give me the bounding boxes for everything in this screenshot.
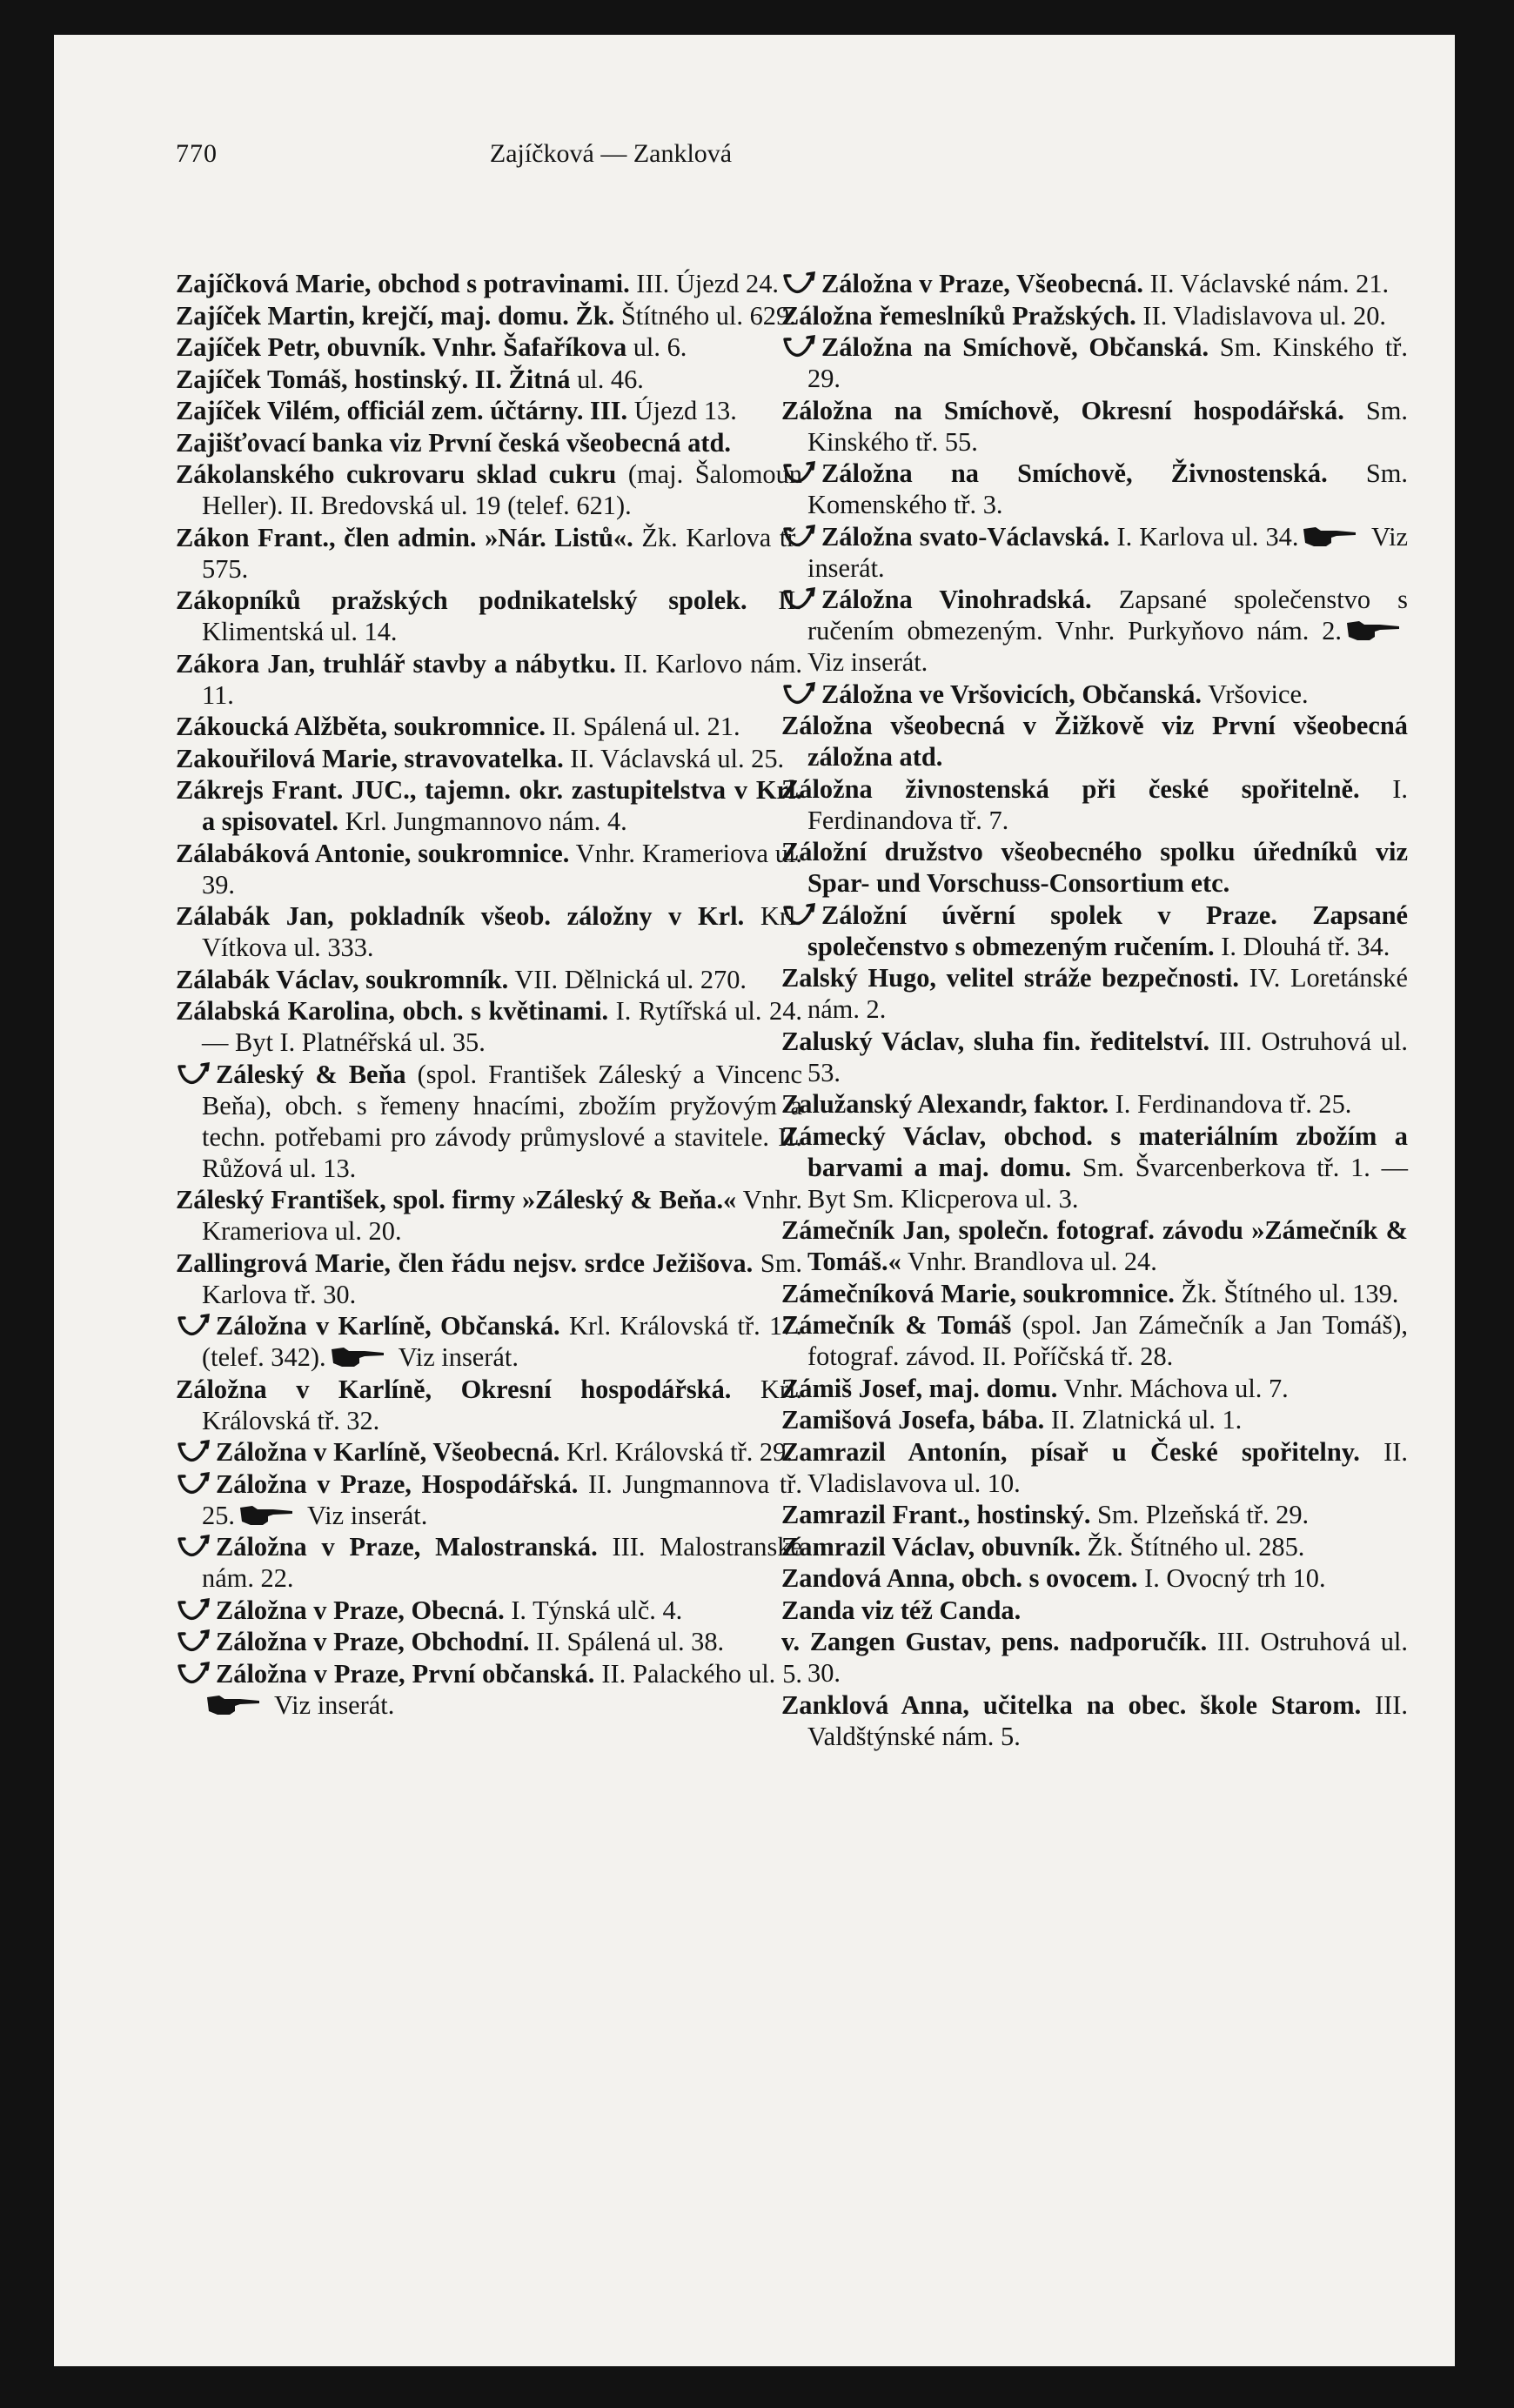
entry-name: Záložna v Praze, Obchodní. <box>216 1627 530 1656</box>
left-column <box>176 268 802 1721</box>
directory-entry <box>176 458 802 521</box>
right-column <box>781 268 1408 1752</box>
entry-name: Zákrejs Frant. JUC., tajemn. okr. zastupitelstva v Krl. a spisovatel. <box>176 775 802 836</box>
entry-name: Záložna ve Vršovicích, Občanská. <box>821 679 1202 709</box>
entry-name: Záložna v Praze, Hospodářská. <box>216 1468 579 1499</box>
telephone-mark-icon <box>176 1534 211 1558</box>
directory-entry <box>176 300 802 331</box>
entry-details: II. Karlovo nám. 11. <box>202 648 803 710</box>
entry-name: Záložna Vinohradská. <box>821 585 1092 614</box>
entry-name: Zallingrová Marie, člen řádu nejsv. srdce Ježišova. <box>176 1247 754 1278</box>
entry-details: II. Vladislavova ul. 10. <box>807 1436 1409 1498</box>
entry-name: Záložna v Karlíně, Okresní hospodářská. <box>176 1374 732 1404</box>
entry-details: Krl. Jungmannovo nám. 4. <box>338 806 627 836</box>
entry-name: Zalužanský Alexandr, faktor. <box>781 1089 1109 1119</box>
entry-reference: Viz inserát. <box>807 647 928 677</box>
entry-name: Zamrazil Václav, obuvník. <box>781 1531 1081 1562</box>
entry-name: Zajíčková Marie, obchod s potravinami. <box>176 269 630 298</box>
directory-entry <box>176 1436 802 1468</box>
entry-details: Újezd 13. <box>627 396 737 425</box>
entry-details: II. Václavské nám. 21. <box>1143 269 1390 298</box>
telephone-mark-icon <box>176 1597 211 1622</box>
entry-name: Záložna všeobecná v Žižkově viz První všeobecná záložna atd. <box>781 711 1408 772</box>
directory-entry <box>781 1026 1408 1088</box>
entry-details: Sm. Komenského tř. 3. <box>807 458 1408 519</box>
running-title: Zajíčková — Zanklová <box>489 139 733 168</box>
entry-name: Zámiš Josef, maj. domu. <box>781 1373 1058 1403</box>
entry-details: Vnhr. Krameriova ul. 20. <box>202 1185 802 1246</box>
directory-entry <box>176 743 802 774</box>
entry-name: Zamrazil Frant., hostinský. <box>781 1500 1091 1529</box>
directory-entry <box>781 1562 1408 1594</box>
directory-entry <box>176 648 802 711</box>
entry-name: Záložna v Praze, Obecná. <box>216 1595 505 1625</box>
entry-details: Štítného ul. 629. <box>614 300 796 331</box>
entry-details: II. Palackého ul. 5. <box>594 1658 802 1689</box>
entry-details: I. Týnská ulč. 4. <box>504 1595 683 1625</box>
entry-details: III. Valdštýnské nám. 5. <box>807 1689 1408 1751</box>
directory-entry <box>176 1374 802 1436</box>
entry-name: Zamišová Josefa, bába. <box>781 1405 1045 1435</box>
entry-reference: Viz inserát. <box>807 521 1408 583</box>
entry-name: Záložna svato-Václavská. <box>821 521 1110 552</box>
entry-name: Zanda viz též Canda. <box>781 1595 1022 1625</box>
telephone-mark-icon <box>781 460 816 485</box>
directory-entry <box>176 838 802 900</box>
entry-name: Zálabská Karolina, obch. s květinami. <box>176 996 609 1026</box>
entry-details: I. Dlouhá tř. 34. <box>1214 931 1390 961</box>
telephone-mark-icon <box>176 1313 211 1337</box>
entry-details: II. Václavská ul. 25. <box>563 743 785 773</box>
entry-details: I. Ovocný trh 10. <box>1137 1563 1326 1593</box>
entry-details: (maj. Šalomoun Heller). II. Bredovská ul. 19 (telef. 621). <box>202 459 803 520</box>
directory-entry <box>176 522 802 585</box>
directory-entry <box>781 1088 1408 1120</box>
entry-name: Zajíček Petr, obuvník. Vnhr. Šafaříkova <box>176 332 627 362</box>
entry-name: Záložna v Praze, Všeobecná. <box>821 269 1143 298</box>
entry-name: Zámečník & Tomáš <box>781 1310 1012 1340</box>
telephone-mark-icon <box>781 902 816 926</box>
entry-details: III. Ostruhová ul. 53. <box>807 1026 1408 1087</box>
directory-entry <box>176 1595 802 1626</box>
directory-entry <box>781 1595 1408 1626</box>
entry-details: (spol. František Záleský a Vincenc Beňa), obch. s řemeny hnacími, zbožím pryžovým a techn. potřebami pro závody průmyslové a stavitele. II. Růžová ul. 13. <box>202 1059 802 1183</box>
entry-name: Zálabák Jan, pokladník všeob. záložny v Krl. <box>176 901 745 931</box>
directory-entry <box>176 1531 802 1594</box>
directory-entry <box>781 1436 1408 1499</box>
entry-details: ul. 6. <box>626 332 687 362</box>
entry-name: Zandová Anna, obch. s ovocem. <box>781 1563 1138 1593</box>
entry-name: Záložna v Karlíně, Všeobecná. <box>216 1437 560 1467</box>
pointing-hand-icon <box>1302 525 1357 548</box>
telephone-mark-icon <box>781 681 816 706</box>
entry-details: I. Ferdinandova tř. 25. <box>1109 1089 1352 1119</box>
entry-name: Zaluský Václav, sluha fin. ředitelství. <box>781 1026 1210 1056</box>
directory-entry <box>176 427 802 458</box>
telephone-mark-icon <box>176 1439 211 1463</box>
directory-entry <box>781 900 1408 962</box>
telephone-mark-icon <box>176 1471 211 1495</box>
entry-details: Vnhr. Krameriova ul. 39. <box>202 838 802 900</box>
entry-details: Žk. Štítného ul. 285. <box>1080 1531 1305 1562</box>
directory-entry <box>781 1309 1408 1372</box>
entry-details: Zapsané společenstvo s ručením obmezeným. Vnhr. Purkyňovo nám. 2. <box>807 585 1408 645</box>
entry-reference: Viz inserát. <box>268 1689 395 1720</box>
entry-name: Zákopníků pražských podnikatelský spolek. <box>176 585 747 615</box>
directory-entry <box>781 1214 1408 1277</box>
directory-entry <box>781 331 1408 394</box>
telephone-mark-icon <box>176 1661 211 1685</box>
entry-name: Zámecký Václav, obchod. s materiálním zbožím a barvami a maj. domu. <box>781 1120 1408 1182</box>
directory-entry <box>176 1184 802 1247</box>
telephone-mark-icon <box>176 1629 211 1653</box>
entry-details: Vnhr. Brandlova ul. 24. <box>901 1247 1157 1276</box>
entry-details: I. Karlova ul. 34. <box>1109 521 1299 552</box>
entry-details: I. Ferdinandova tř. 7. <box>807 773 1408 835</box>
directory-entry <box>781 1689 1408 1752</box>
directory-entry <box>781 300 1408 331</box>
directory-entry <box>176 995 802 1058</box>
directory-entry <box>176 964 802 995</box>
entry-name: Záložna na Smíchově, Okresní hospodářská. <box>781 395 1344 425</box>
entry-details: ul. 46. <box>570 364 644 394</box>
directory-entry <box>176 1626 802 1657</box>
directory-entry <box>781 584 1408 678</box>
entry-name: Zajíček Vilém, officiál zem. účtárny. III. <box>176 396 628 425</box>
directory-entry <box>176 331 802 363</box>
directory-entry <box>176 1059 802 1184</box>
entry-details: II. Spálená ul. 38. <box>529 1627 725 1656</box>
directory-entry <box>176 1468 802 1531</box>
entry-details: Vnhr. Máchova ul. 7. <box>1057 1373 1289 1403</box>
entry-details: Sm. Kinského tř. 55. <box>807 395 1408 457</box>
directory-entry <box>781 1404 1408 1435</box>
entry-details: Sm. Plzeňská tř. 29. <box>1090 1500 1310 1529</box>
directory-entry <box>781 268 1408 299</box>
directory-entry <box>781 679 1408 710</box>
directory-entry <box>781 1499 1408 1530</box>
entry-name: Zákoucká Alžběta, soukromnice. <box>176 712 546 741</box>
telephone-mark-icon <box>781 524 816 548</box>
directory-entry <box>176 900 802 963</box>
entry-name: Záložní družstvo všeobecného spolku úředníků viz Spar- und Vorschuss-Consortium etc. <box>781 837 1408 898</box>
entry-name: Zalský Hugo, velitel stráže bezpečnosti. <box>781 963 1239 993</box>
entry-name: Zajíček Martin, krejčí, maj. domu. Žk. <box>176 300 615 331</box>
entry-name: Zakouřilová Marie, stravovatelka. <box>176 743 564 773</box>
entry-details: VII. Dělnická ul. 270. <box>508 964 747 994</box>
entry-name: Zámečník Jan, společn. fotograf. závodu »Zámečník & Tomáš.« <box>781 1215 1408 1276</box>
entry-details: I. Rytířská ul. 24. — Byt I. Platnéřská ul. 35. <box>202 996 802 1057</box>
entry-name: Zajíček Tomáš, hostinský. II. Žitná <box>176 364 571 394</box>
entry-details: II. Jungmannova tř. 25. <box>202 1468 803 1530</box>
pointing-hand-icon <box>330 1346 385 1368</box>
entry-details: Žk. Štítného ul. 139. <box>1174 1278 1399 1308</box>
entry-name: Záložní úvěrní spolek v Praze. Zapsané společenstvo s obmezeným ručením. <box>807 900 1408 961</box>
entry-details: Krl. Královská tř. 29. <box>559 1437 793 1467</box>
entry-details: Sm. Švarcenberkova tř. 1. — Byt Sm. Klicperova ul. 3. <box>807 1152 1408 1214</box>
entry-reference: Viz inserát. <box>392 1342 519 1372</box>
entry-name: Zákolanského cukrovaru sklad cukru <box>176 459 617 489</box>
entry-name: Zákon Frant., člen admin. »Nár. Listů«. <box>176 522 633 552</box>
entry-name: Zanklová Anna, učitelka na obec. škole Starom. <box>781 1689 1362 1720</box>
entry-name: Zámečníková Marie, soukromnice. <box>781 1278 1175 1308</box>
entry-details: Krl. Vítkova ul. 333. <box>202 901 802 962</box>
pointing-hand-icon <box>1345 619 1401 642</box>
entry-reference: Viz inserát. <box>301 1500 428 1530</box>
directory-entry <box>781 1373 1408 1404</box>
entry-details: Krl. Královská tř. 17. (telef. 342). <box>202 1311 802 1372</box>
directory-entry <box>781 710 1408 773</box>
entry-name: v. Zangen Gustav, pens. nadporučík. <box>781 1627 1208 1656</box>
telephone-mark-icon <box>781 586 816 611</box>
directory-entry <box>781 1626 1408 1689</box>
entry-details: II. Spálená ul. 21. <box>545 712 740 741</box>
entry-name: Záložna živnostenská při české spořitelně. <box>781 773 1360 804</box>
directory-entry <box>781 773 1408 836</box>
entry-name: Záložna v Praze, Malostranská. <box>216 1532 598 1562</box>
directory-entry <box>176 268 802 299</box>
page-number: 770 <box>176 139 218 168</box>
directory-entry <box>176 1247 802 1310</box>
entry-details: Žk. Karlova tř. 575. <box>202 522 802 584</box>
directory-entry <box>781 836 1408 899</box>
entry-name: Záložna na Smíchově, Občanská. <box>821 332 1209 362</box>
directory-entry <box>781 521 1408 584</box>
directory-entry <box>176 1310 802 1373</box>
entry-name: Záložna na Smíchově, Živnostenská. <box>821 458 1328 488</box>
pointing-hand-icon <box>238 1504 294 1527</box>
telephone-mark-icon <box>176 1061 211 1086</box>
entry-name: Záložna v Praze, První občanská. <box>216 1658 595 1689</box>
entry-details: III. Malostranské nám. 22. <box>202 1532 803 1593</box>
entry-name: Zálabáková Antonie, soukromnice. <box>176 838 570 868</box>
directory-entry <box>176 585 802 647</box>
entry-details: Krl. Královská tř. 32. <box>202 1374 802 1435</box>
directory-entry <box>176 1658 802 1721</box>
entry-details: III. Ostruhová ul. 30. <box>807 1627 1408 1688</box>
telephone-mark-icon <box>781 334 816 358</box>
directory-entry <box>781 1120 1408 1214</box>
entry-details: Sm. Karlova tř. 30. <box>202 1247 802 1309</box>
entry-details: III. Újezd 24. <box>629 269 780 298</box>
directory-entry <box>781 1531 1408 1562</box>
entry-name: Zamrazil Antonín, písař u České spořitelny. <box>781 1436 1360 1467</box>
directory-entry <box>176 711 802 742</box>
entry-name: Záložna řemeslníků Pražských. <box>781 300 1136 331</box>
entry-details: II. Vladislavova ul. 20. <box>1136 300 1387 331</box>
entry-name: Zákora Jan, truhlář stavby a nábytku. <box>176 648 616 679</box>
entry-details: Vršovice. <box>1202 679 1309 709</box>
entry-details: Sm. Kinského tř. 29. <box>807 332 1408 393</box>
directory-page <box>54 35 1455 2366</box>
entry-name: Záleský & Beňa <box>216 1059 406 1089</box>
directory-entry <box>781 458 1408 520</box>
entry-details: IV. Loretánské nám. 2. <box>807 963 1408 1024</box>
entry-details: II. Klimentská ul. 14. <box>202 585 802 646</box>
directory-entry <box>176 395 802 426</box>
entry-name: Zálabák Václav, soukromník. <box>176 964 509 994</box>
entry-name: Zajišťovací banka viz První česká všeobecná atd. <box>176 427 732 458</box>
pointing-hand-icon <box>205 1694 261 1716</box>
entry-name: Záložna v Karlíně, Občanská. <box>216 1311 560 1341</box>
directory-entry <box>176 364 802 395</box>
entry-details: (spol. Jan Zámečník a Jan Tomáš), fotograf. závod. II. Poříčská tř. 28. <box>807 1310 1409 1371</box>
telephone-mark-icon <box>781 271 816 295</box>
directory-entry <box>781 1278 1408 1309</box>
directory-entry <box>781 962 1408 1025</box>
entry-details: II. Zlatnická ul. 1. <box>1044 1405 1243 1435</box>
entry-name: Záleský František, spol. firmy »Záleský & Beňa.« <box>176 1185 737 1214</box>
page-header <box>176 139 1046 191</box>
directory-entry <box>176 774 802 837</box>
directory-entry <box>781 395 1408 458</box>
